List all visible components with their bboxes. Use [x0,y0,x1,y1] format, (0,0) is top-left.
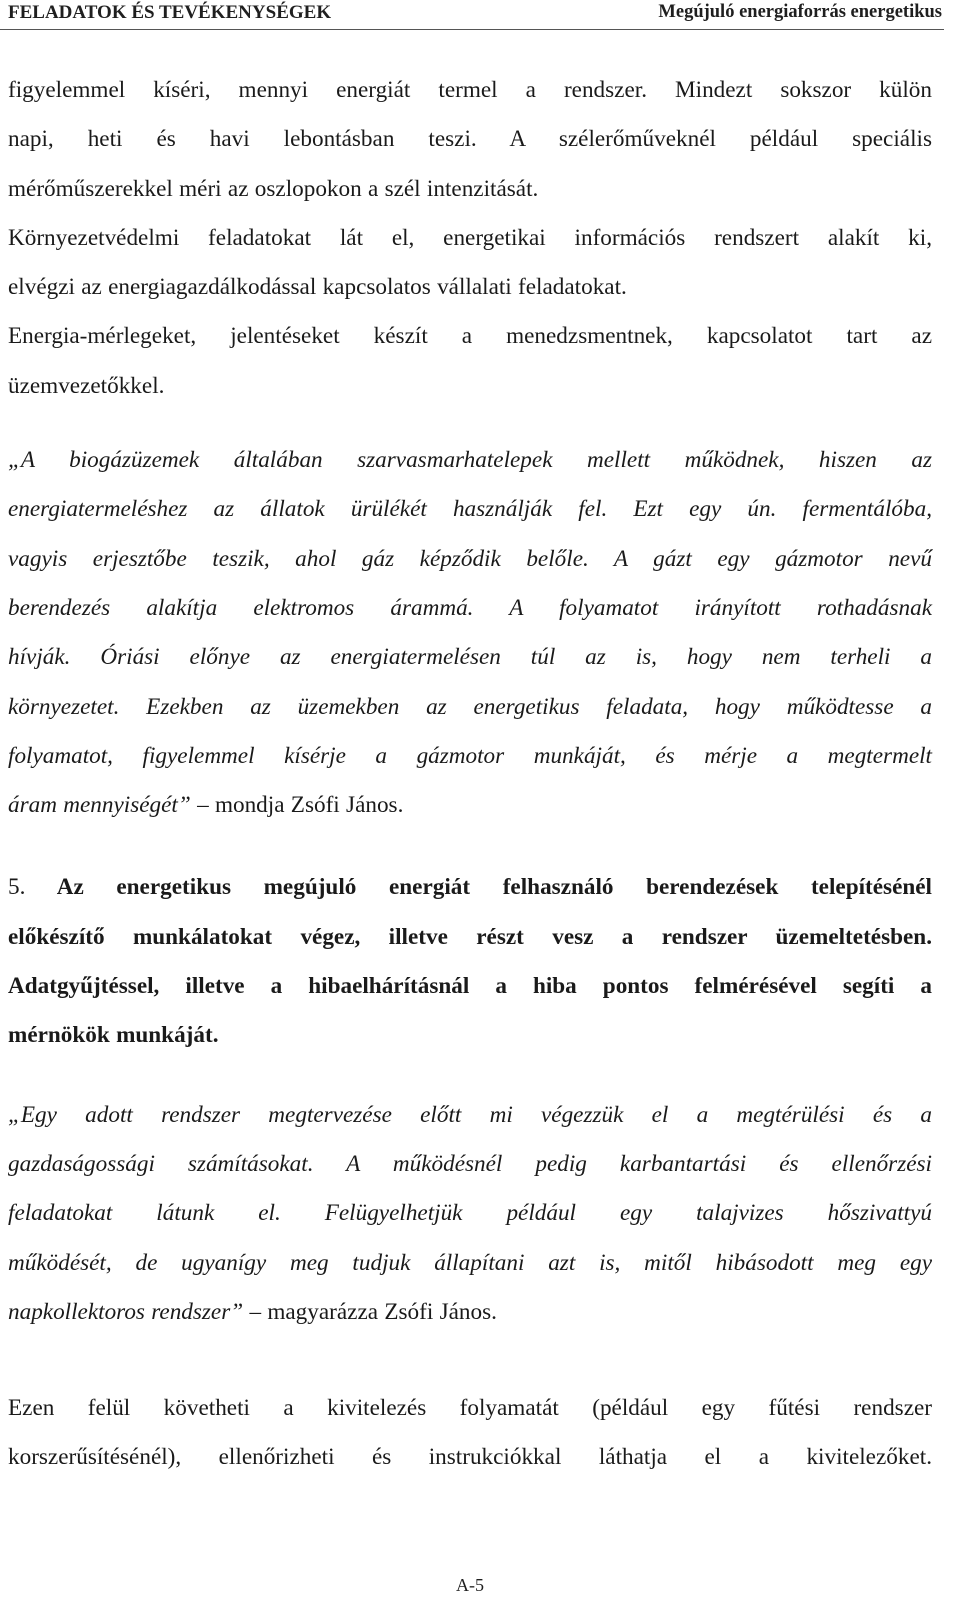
page-footer [0,1575,960,1596]
paragraph-last [8,1384,932,1483]
text-line [8,781,932,830]
quote-end: napkollektoros rendszer” [8,1298,244,1325]
page-body [8,66,932,1483]
text-line: „A biogázüzemek általában szarvasmarhatelepek mellett működnek, hiszen az [8,447,932,474]
text-line: folyamatot, figyelemmel kísérje a gázmotor munkáját, és mérje a megtermelt [8,742,932,769]
text-line: Energia-mérlegeket, jelentéseket készít a menedzsmentnek, kapcsolatot tart az [8,323,932,350]
text-line: energiatermeléshez az állatok ürülékét használják fel. Ezt egy ún. fermentálóba, [8,496,932,523]
text-line: feladatokat látunk el. Felügyelhetjük például egy talajvizes hőszivattyú [8,1200,932,1227]
header-left: FELADATOK ÉS TEVÉKENYSÉGEK [8,2,332,23]
running-header [0,0,944,30]
text-line: figyelemmel kíséri, mennyi energiát termel a rendszer. Mindezt sokszor külön [8,77,932,103]
text-line: előkészítő munkálatokat végez, illetve részt vesz a rendszer üzemeltetésben. [8,923,932,950]
paragraph-1 [8,66,932,411]
header-right: Megújuló energiaforrás energetikus [658,2,942,22]
section-heading-text: Az energetikus megújuló energiát felhasználó berendezések telepítésénél [25,874,932,901]
text-line: napi, heti és havi lebontásban teszi. A szélerőműveknél például speciális [8,126,932,153]
text-line: működését, de ugyanígy meg tudjuk állapítani azt is, mitől hibásodott meg egy [8,1249,932,1276]
text-line: „Egy adott rendszer megtervezése előtt mi végezzük el a megtérülési és a [8,1101,932,1128]
text-line: üzemvezetőkkel. [8,372,165,399]
section-number: 5. [8,874,26,901]
text-line: hívják. Óriási előnye az energiatermelésen túl az is, hogy nem terheli a [8,644,932,671]
page-number: A-5 [456,1575,484,1595]
text-line [8,1288,932,1337]
text-line: vagyis erjesztőbe teszik, ahol gáz képződik belőle. A gázt egy gázmotor nevű [8,545,932,572]
text-line: Adatgyűjtéssel, illetve a hibaelhárításnál a hiba pontos felmérésével segíti a [8,973,932,1000]
quote-attribution: – magyarázza Zsófi János. [243,1298,497,1325]
text-line: Környezetvédelmi feladatokat lát el, energetikai információs rendszert alakít ki, [8,224,932,251]
quote-attribution: – mondja Zsófi János. [190,792,404,819]
text-line [8,863,932,912]
quote-calculations [8,1091,932,1337]
text-line: mérnökök munkáját. [8,1022,219,1049]
text-line: gazdaságossági számításokat. A működésnél pedig karbantartási és ellenőrzési [8,1150,932,1177]
text-line: elvégzi az energiagazdálkodással kapcsolatos vállalati feladatokat. [8,274,627,301]
quote-biogas [8,436,932,830]
text-line: Ezen felül követheti a kivitelezés folyamatát (például egy fűtési rendszer [8,1395,932,1422]
text-line: berendezés alakítja elektromos árammá. A folyamatot irányított rothadásnak [8,594,932,621]
quote-end: áram mennyiségét” [8,792,191,819]
text-line: környezetet. Ezekben az üzemekben az energetikus feladata, hogy működtesse a [8,693,932,720]
text-line: mérőműszerekkel méri az oszlopokon a szél intenzitását. [8,175,539,202]
text-line: korszerűsítésénél), ellenőrizheti és instrukciókkal láthatja el a kivitelezőket. [8,1444,932,1471]
section-5 [8,863,932,1060]
